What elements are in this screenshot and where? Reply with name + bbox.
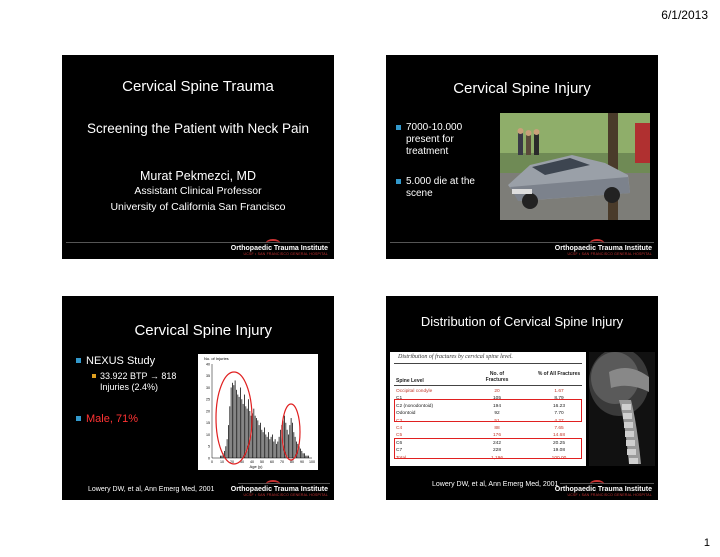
y-tick-label: 30 [206,385,210,390]
ortho-trauma-logo: Orthopaedic Trauma Institute UCSF • SAN FRANCISCO GENERAL HOSPITAL [542,486,652,497]
histogram-bar [268,432,269,458]
ortho-trauma-logo: Orthopaedic Trauma Institute UCSF • SAN FRANCISCO GENERAL HOSPITAL [218,245,328,256]
sub-bullet-item: 33.922 BTP → 818 Injuries (2.4%) [100,371,200,393]
histogram-bar [241,399,242,458]
page-date: 6/1/2013 [661,8,708,22]
bullet-square-icon [76,358,81,363]
x-tick-label: 80 [290,460,294,464]
cell-fracture-count: 20 [494,389,500,394]
histogram-bar [291,418,292,458]
histogram-bar [229,406,230,458]
histogram-bar [267,437,268,458]
histogram-bar [303,453,304,458]
cell-spine-level: C7 [396,448,403,454]
histogram-bar [228,425,229,458]
y-tick-label: 35 [206,374,210,379]
histogram-bar [225,446,226,458]
histogram-bar [248,399,249,458]
histogram-bar [292,423,293,458]
slide-cervical-spine-injury-photo [386,55,658,259]
y-tick-label: 15 [206,421,210,426]
x-tick-label: 90 [300,460,304,464]
slide-nexus-study [62,296,334,500]
histogram-bar [260,423,261,458]
histogram-bar [259,425,260,458]
citation: Lowery DW, et al, Ann Emerg Med, 2001 [88,486,215,493]
table-row [390,389,586,396]
slide-title: Cervical Spine Trauma [122,78,274,95]
logo-swoosh-icon [266,239,280,247]
histogram-bar [227,439,228,458]
crash-scene-photo [500,113,650,220]
histogram-bar [305,456,306,458]
footer-divider [560,483,654,484]
histogram-bar [269,439,270,458]
cell-fracture-count: 1,196 [490,455,503,461]
ortho-trauma-logo: Orthopaedic Trauma Institute UCSF • SAN FRANCISCO GENERAL HOSPITAL [218,486,328,497]
author-name: Murat Pekmezci, MD [140,169,256,183]
histogram-bar [289,425,290,458]
footer-divider [66,242,330,243]
cell-fracture-count: 228 [492,448,501,454]
x-tick-label: 60 [270,460,274,464]
histogram-bar [253,409,254,458]
x-tick-label: 70 [280,460,284,464]
histogram-bar [233,385,234,458]
bullet-item: NEXUS Study [86,355,196,367]
ortho-trauma-logo: Orthopaedic Trauma Institute UCSF • SAN FRANCISCO GENERAL HOSPITAL [542,245,652,256]
histogram-bar [300,449,301,458]
cell-percent: 14.68 [552,433,565,439]
histogram-bar [308,456,309,458]
y-tick-label: 40 [206,362,210,367]
bullet-item: 5.000 die at the scene [406,176,496,200]
histogram-bar [249,411,250,458]
cell-percent: 7.70 [554,411,564,417]
cervical-spine-xray [589,352,655,466]
logo-swoosh-icon [590,480,604,488]
highlight-box-lower [394,438,582,459]
x-tick-label: 100 [309,460,315,464]
logo-swoosh-icon [590,239,604,247]
fracture-table-panel [390,352,586,466]
x-tick-label: 20 [230,460,234,464]
histogram-bar [221,456,222,458]
histogram-bar [272,435,273,459]
histogram-bar [261,430,262,458]
histogram-bar [232,383,233,458]
histogram-bar [244,395,245,458]
histogram-bar [287,430,288,458]
histogram-bar [277,442,278,458]
cell-spine-level: C2 (nonodontoid) [396,403,434,409]
bullet-square-icon [76,416,81,421]
histogram-bar [236,390,237,458]
histogram-bar [280,430,281,458]
y-tick-label: 5 [208,444,210,449]
histogram-bar [301,451,302,458]
slide-title: Cervical Spine Injury [453,80,591,97]
cell-spine-level: C3 [396,418,403,424]
table-caption: Distribution of fractures by cervical spine level. [398,354,513,360]
page-number: 1 [703,537,710,549]
histogram-bar [271,437,272,458]
cell-percent: 20.25 [552,440,565,446]
histogram-bar [220,456,221,458]
y-tick-label: 10 [206,432,210,437]
histogram-bar [293,432,294,458]
histogram-bar [239,397,240,458]
cell-percent: 4.27 [554,418,564,424]
bullet-square-icon [92,374,96,378]
histogram-bar [263,432,264,458]
y-axis-label: No. of Injuries [204,356,229,361]
histogram-bar [237,395,238,458]
slide-title: Distribution of Cervical Spine Injury [420,314,624,329]
histogram-bar [304,453,305,458]
histogram-bar [257,420,258,458]
bullet-item: 7000-10.000 present for treatment [406,122,496,158]
histogram-bar [235,380,236,458]
age-histogram-chart [198,354,318,470]
x-tick-label: 0 [211,460,213,464]
histogram-bar [264,427,265,458]
logo-swoosh-icon [266,480,280,488]
bullet-square-icon [396,179,401,184]
histogram-bar [265,435,266,459]
cell-spine-level: C6 [396,440,403,446]
x-axis-label: Age (y) [249,464,263,469]
cell-percent: 1.67 [554,389,564,394]
x-tick-label: 10 [220,460,224,464]
histogram-bar [255,416,256,458]
cell-fracture-count: 92 [494,411,500,417]
cell-percent: 16.23 [552,403,565,409]
histogram-bar [243,404,244,458]
x-tick-label: 30 [240,460,244,464]
cell-fracture-count: 105 [492,396,501,402]
slide-cervical-spine-trauma [62,55,334,259]
table-row [390,426,586,433]
header-fractures: No. of Fractures [485,371,509,383]
cell-spine-level: C4 [396,426,403,431]
y-tick-label: 20 [206,409,210,414]
header-spine-level: Spine Level [396,378,424,384]
highlight-box-upper [394,399,582,422]
cell-fracture-count: 242 [492,440,501,446]
age-histogram-panel [198,354,318,470]
slide-distribution-table [386,296,658,500]
x-tick-label: 50 [260,460,264,464]
cell-percent: 7.65 [554,426,564,431]
y-tick-label: 0 [208,456,210,461]
cell-percent: 8.79 [554,396,564,402]
bullet-highlight: Male, 71% [86,413,196,425]
footer-divider [390,242,654,243]
cell-fracture-count: 88 [494,426,500,431]
histogram-bar [275,439,276,458]
author-position: Assistant Clinical Professor [134,185,262,197]
histogram-bar [279,437,280,458]
cell-spine-level: C1 [396,396,403,402]
histogram-bar [295,437,296,458]
x-tick-label: 40 [250,460,254,464]
histogram-bar [273,442,274,458]
histogram-bar [231,388,232,459]
slide-title: Cervical Spine Injury [134,322,272,339]
histogram-bar [288,435,289,459]
histogram-bar [256,418,257,458]
cell-spine-level: Total [396,455,407,461]
header-percent: % of All Fractures [537,371,581,377]
y-tick-label: 25 [206,397,210,402]
footer-divider [238,483,330,484]
histogram-bar [240,388,241,459]
cell-spine-level: C5 [396,433,403,439]
cell-fracture-count: 176 [492,433,501,439]
cell-spine-level: Occipital condyle [396,389,433,394]
cell-spine-level: Odontoid [396,411,416,417]
citation: Lowery DW, et al, Ann Emerg Med, 2001 [432,481,559,488]
cell-fracture-count: 194 [492,403,501,409]
histogram-bar [307,456,308,458]
histogram-bar [276,444,277,458]
author-affiliation: University of California San Francisco [110,201,286,213]
cell-fracture-count: 51 [494,418,500,424]
slide-subtitle: Screening the Patient with Neck Pain [86,121,310,136]
cell-percent: 100.00 [551,455,567,461]
cell-percent: 19.08 [552,448,565,454]
bullet-square-icon [396,125,401,130]
histogram-bar [245,406,246,458]
